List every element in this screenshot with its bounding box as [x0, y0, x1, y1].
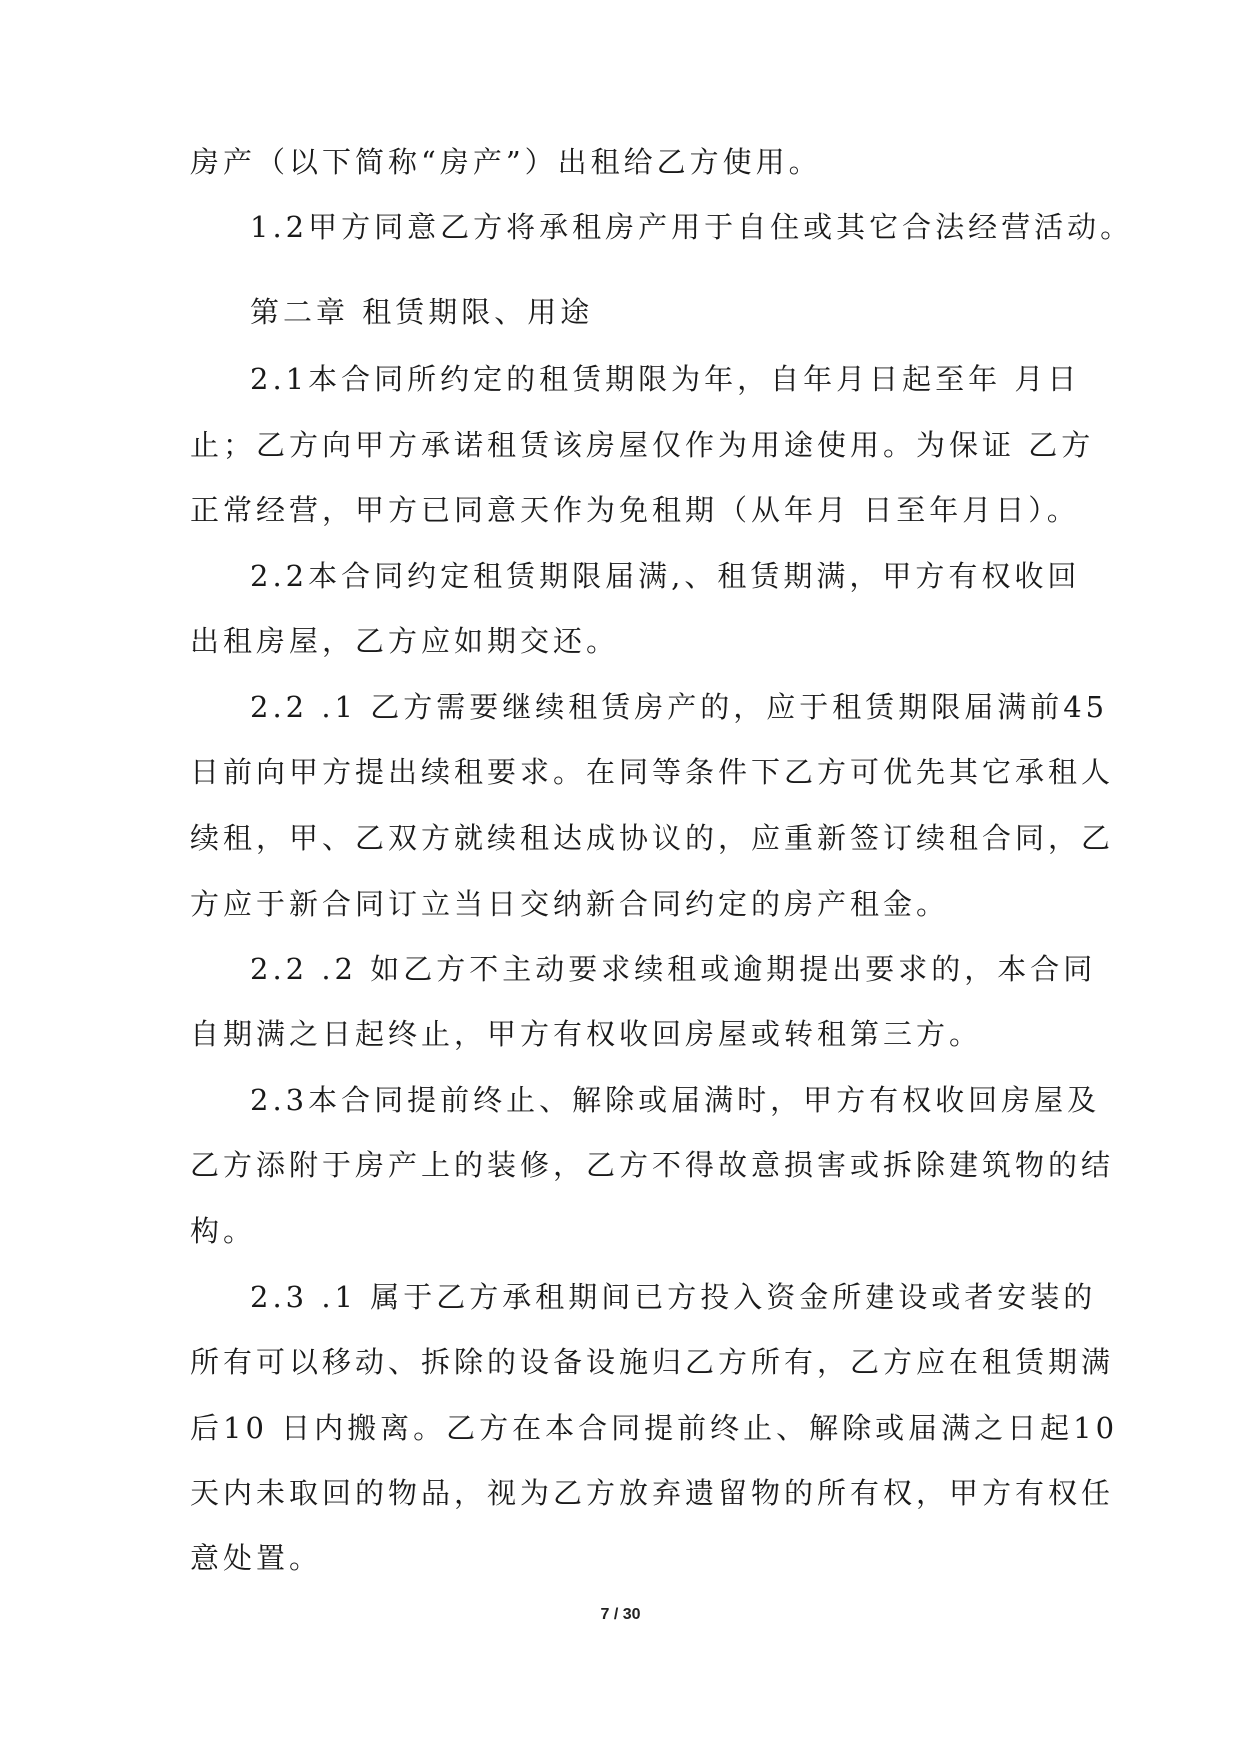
- text-line: 2.2 .1 乙方需要继续租赁房产的，应于租赁期限届满前45: [250, 690, 1109, 724]
- text-line: 日前向甲方提出续租要求。在同等条件下乙方可优先其它承租人: [190, 755, 1115, 789]
- text-line: 后10 日内搬离。乙方在本合同提前终止、解除或届满之日起10: [190, 1411, 1119, 1445]
- page-number: 7 / 30: [600, 1606, 641, 1623]
- text-line: 房产（以下简称“房产”）出租给乙方使用。: [190, 145, 822, 179]
- text-line: 2.3本合同提前终止、解除或届满时，甲方有权收回房屋及: [250, 1083, 1101, 1117]
- text-line: 2.2 .2 如乙方不主动要求续租或逾期提出要求的，本合同: [250, 952, 1097, 986]
- text-line: 天内未取回的物品，视为乙方放弃遗留物的所有权，甲方有权任: [190, 1476, 1115, 1510]
- text-line: 续租，甲、乙双方就续租达成协议的，应重新签订续租合同，乙: [190, 821, 1115, 855]
- text-line: 出租房屋，乙方应如期交还。: [190, 624, 620, 658]
- text-line: 构。: [190, 1214, 257, 1248]
- text-line: 1.2甲方同意乙方将承租房产用于自住或其它合法经营活动。: [250, 210, 1134, 244]
- text-line: 所有可以移动、拆除的设备设施归乙方所有，乙方应在租赁期满: [190, 1345, 1115, 1379]
- text-line: 止；乙方向甲方承诺租赁该房屋仅作为用途使用。为保证 乙方: [190, 428, 1095, 462]
- text-line: 自期满之日起终止，甲方有权收回房屋或转租第三方。: [190, 1017, 983, 1051]
- text-line: 乙方添附于房产上的装修，乙方不得故意损害或拆除建筑物的结: [190, 1148, 1115, 1182]
- text-line: 2.2本合同约定租赁期限届满,、租赁期满，甲方有权收回: [250, 559, 1081, 593]
- text-line: 意处置。: [190, 1541, 323, 1575]
- section-heading: 第二章 租赁期限、用途: [250, 295, 594, 329]
- text-line: 2.1本合同所约定的租赁期限为年，自年月日起至年 月日: [250, 362, 1081, 396]
- text-line: 方应于新合同订立当日交纳新合同约定的房产租金。: [190, 887, 950, 921]
- text-line: 正常经营，甲方已同意天作为免租期（从年月 日至年月日）。: [190, 493, 1080, 527]
- text-line: 2.3 .1 属于乙方承租期间已方投入资金所建设或者安装的: [250, 1280, 1097, 1314]
